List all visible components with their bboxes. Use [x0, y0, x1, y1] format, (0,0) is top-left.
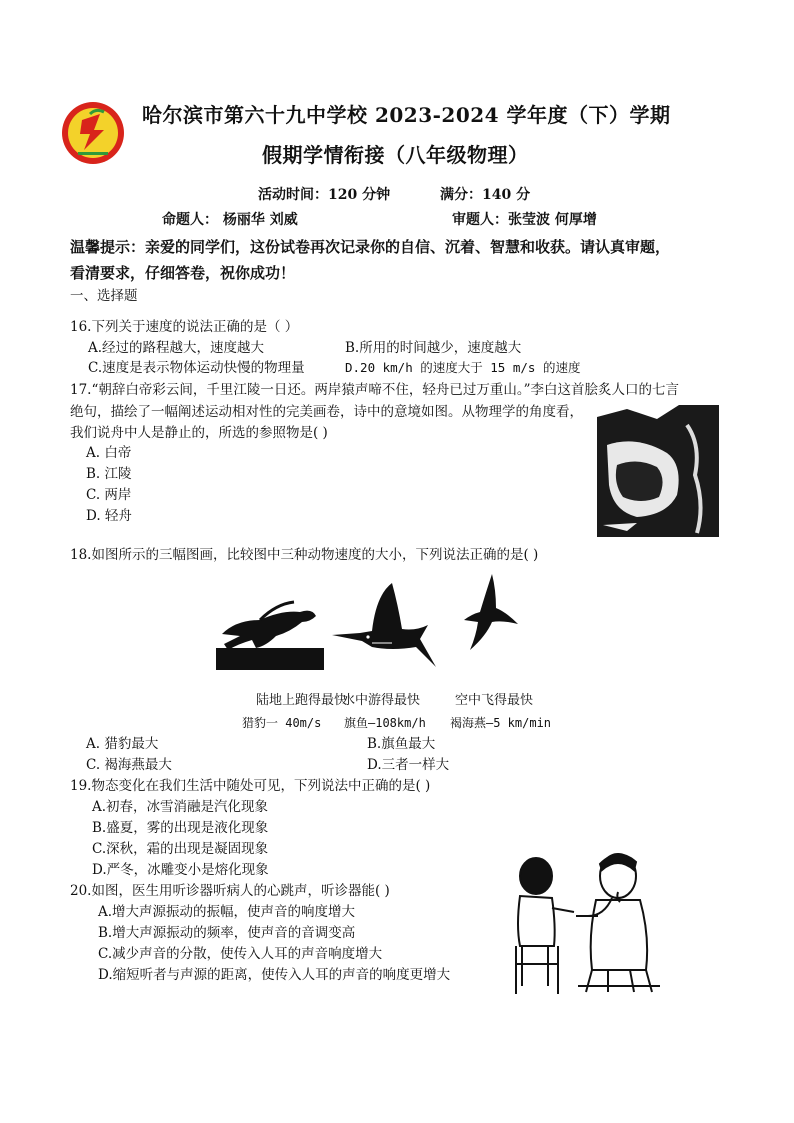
q16-option-a: A.经过的路程越大，速度越大 [88, 340, 265, 356]
q18-option-a: A. 猎豹最大 [86, 736, 159, 752]
tip-line-2: 看清要求，仔细答卷，祝你成功！ [70, 264, 296, 282]
q17-option-b: B. 江陵 [86, 466, 132, 482]
q16-option-b: B.所用的时间越少，速度越大 [345, 340, 522, 356]
q16-option-d: D.20 km/h 的速度大于 15 m/s 的速度 [345, 360, 581, 375]
question-reviewers: 审题人：张莹波 何厚增 [452, 212, 597, 228]
sailfish-image [332, 575, 438, 673]
q17-stem-line-2: 绝句，描绘了一幅阐述运动相对性的完美画卷，诗中的意境如图。从物理学的角度看， [70, 404, 583, 420]
q20-stem: 20.如图，医生用听诊器听病人的心跳声，听诊器能( ) [70, 883, 390, 899]
swift-bird-image [456, 572, 522, 654]
exam-time: 活动时间：120 分钟 [258, 187, 391, 203]
q19-option-d: D.严冬，冰雕变小是熔化现象 [92, 862, 269, 878]
q18-option-d: D.三者一样大 [367, 757, 450, 773]
speed-cheetah: 猎豹一 40m/s [242, 716, 322, 730]
q20-option-a: A.增大声源振动的振幅，使声音的响度增大 [98, 904, 356, 920]
q17-option-c: C. 两岸 [86, 487, 132, 503]
speed-swift: 褐海燕—5 km/min [450, 716, 552, 730]
q16-option-c: C.速度是表示物体运动快慢的物理量 [88, 360, 305, 376]
q17-option-a: A. 白帝 [86, 445, 132, 461]
caption-water: 水中游得最快 [342, 693, 421, 708]
q17-option-d: D. 轻舟 [86, 508, 132, 524]
q17-stem-line-1: 17.“朝辞白帝彩云间，千里江陵一日还。两岸猿声啼不住，轻舟已过万重山。”李白这首脍炙人口的七言 [70, 382, 680, 398]
q16-stem: 16.下列关于速度的说法正确的是（ ） [70, 319, 299, 335]
q18-option-b: B.旗鱼最大 [367, 736, 436, 752]
school-logo [60, 100, 126, 166]
exam-score: 满分：140 分 [440, 187, 531, 203]
q20-option-c: C.减少声音的分散，使传入人耳的声音响度增大 [98, 946, 383, 962]
caption-land: 陆地上跑得最快 [256, 693, 348, 708]
q18-option-c: C. 褐海燕最大 [86, 757, 172, 773]
q19-option-a: A.初春，冰雪消融是汽化现象 [92, 799, 269, 815]
doctor-patient-image [508, 846, 666, 998]
caption-air: 空中飞得最快 [455, 693, 534, 708]
q19-option-c: C.深秋，霜的出现是凝固现象 [92, 841, 269, 857]
section-heading: 一、选择题 [70, 288, 138, 304]
cheetah-image [216, 598, 324, 670]
q19-stem: 19.物态变化在我们生活中随处可见，下列说法中正确的是( ) [70, 778, 431, 794]
q17-stem-line-3: 我们说舟中人是静止的，所选的参照物是( ) [70, 425, 328, 441]
question-setters: 命题人： 杨丽华 刘威 [162, 212, 298, 228]
q19-option-b: B.盛夏，雾的出现是液化现象 [92, 820, 269, 836]
tip-line-1: 温馨提示：亲爱的同学们，这份试卷再次记录你的自信、沉着、智慧和收获。请认真审题， [70, 238, 671, 256]
exam-subtitle: 假期学情衔接（八年级物理） [262, 143, 529, 167]
q18-stem: 18.如图所示的三幅图画，比较图中三种动物速度的大小，下列说法正确的是( ) [70, 547, 539, 563]
river-cliff-image [597, 405, 719, 537]
speed-sailfish: 旗鱼—108km/h [344, 716, 426, 730]
q20-option-d: D.缩短听者与声源的距离，使传入人耳的声音的响度更增大 [98, 967, 451, 983]
exam-title: 哈尔滨市第六十九中学校 2023-2024 学年度（下）学期 [142, 103, 671, 127]
q20-option-b: B.增大声源振动的频率，使声音的音调变高 [98, 925, 356, 941]
